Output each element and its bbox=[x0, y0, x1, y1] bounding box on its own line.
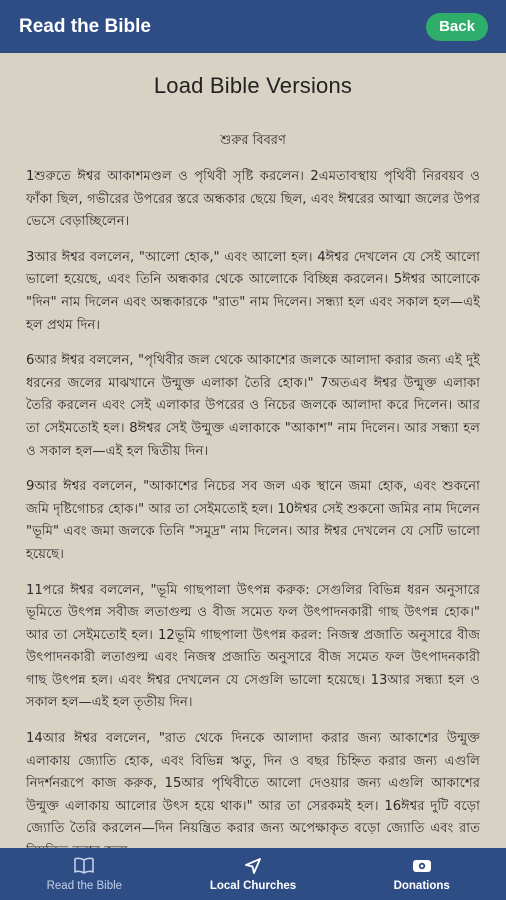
back-button[interactable]: Back bbox=[426, 13, 488, 41]
verse-paragraph: 9আর ঈশ্বর বললেন, "আকাশের নিচের সব জল এক স্থানে জমা হোক, এবং শুকনো জমি দৃষ্টিগোচর হোক।" আর তা সেইমতোই হল। 10ঈশ্বর সেই শুকনো জমির নাম দিলেন "ভূমি" এবং জমা জলকে তিনি "সমুদ্র" নাম দিলেন। আর ঈশ্বর দেখলেন যে সেটি ভালো হয়েছে। bbox=[26, 479, 480, 562]
book-icon bbox=[73, 856, 95, 876]
bottom-navigation bbox=[0, 848, 506, 900]
verse-paragraph: 6আর ঈশ্বর বললেন, "পৃথিবীর জল থেকে আকাশের জলকে আলাদা করার জন্য এই দুই ধরনের জলের মাঝখানে উন্মুক্ত এলাকা তৈরি হোক।" 7অতএব ঈশ্বর উন্মুক্ত এলাকা তৈরি করলেন এবং সেই এলাকার উপরের ও নিচের জলকে আলাদা করে দিলেন। আর তা সেইমতোই হল। 8ঈশ্বর সেই উন্মুক্ত এলাকাকে "আকাশ" নাম দিলেন। আর সন্ধ্যা হল ও সকাল হল—এই হল দ্বিতীয় দিন। bbox=[26, 353, 480, 459]
verse-paragraph: 11পরে ঈশ্বর বললেন, "ভূমি গাছপালা উৎপন্ন করুক: সেগুলির বিভিন্ন ধরন অনুসারে ভূমিতে উৎপন্ন সবীজ লতাগুল্ম ও বীজ সমেত ফল উৎপাদনকারী গাছ উৎপন্ন হোক।" আর তা সেইমতোই হল। 12ভূমি গাছপালা উৎপন্ন করল: নিজস্ব প্রজাতি অনুসারে বীজ উৎপাদনকারী লতাগুল্ম এবং নিজস্ব প্রজাতি অনুসারে বীজ সমেত ফল উৎপাদনকারী গাছ উৎপন্ন হল। এবং ঈশ্বর দেখলেন যে সেগুলি ভালো হয়েছে। 13আর সন্ধ্যা হল ও সকাল হল—এই হল তৃতীয় দিন। bbox=[26, 582, 480, 711]
donate-icon bbox=[411, 856, 433, 876]
verse-paragraph: 3আর ঈশ্বর বললেন, "আলো হোক," এবং আলো হল। 4ঈশ্বর দেখলেন যে সেই আলো ভালো হয়েছে, এবং তিনি অন্ধকার থেকে আলোকে বিচ্ছিন্ন করলেন। 5ঈশ্বর আলোকে "দিন" নাম দিলেন এবং অন্ধকারকে "রাত" নাম দিলেন। সন্ধ্যা হল এবং সকাল হল—এই হল প্রথম দিন। bbox=[26, 249, 480, 333]
bible-content[interactable] bbox=[0, 53, 506, 848]
nav-item-donations[interactable] bbox=[337, 848, 506, 900]
app-title: Read the Bible bbox=[19, 15, 151, 37]
nav-label-donations: Donations bbox=[393, 880, 450, 892]
page-title: Load Bible Versions bbox=[153, 73, 353, 98]
verse-paragraph: 14আর ঈশ্বর বললেন, "রাত থেকে দিনকে আলাদা করার জন্য আকাশের উন্মুক্ত এলাকায় জ্যোতি হোক, এবং বিভিন্ন ঋতু, দিন ও বছর চিহ্নিত করার জন্য এগুলি নিদর্শনরূপে কাজ করুক, 15আর পৃথিবীতে আলো দেওয়ার জন্য এগুলি আকাশের উন্মুক্ত এলাকায় আলোর উৎস হয়ে থাক।" আর তা সেরকমই হল। 16ঈশ্বর দুটি বড়ো জ্যোতি তৈরি করলেন—দিন নিয়ন্ত্রিত করার জন্য অপেক্ষাকৃত বড়ো জ্যোতি এবং রাত bbox=[26, 731, 480, 837]
navigation-arrow-icon bbox=[244, 856, 262, 876]
nav-item-local-churches[interactable] bbox=[169, 848, 338, 900]
app-bar bbox=[0, 0, 506, 53]
nav-label-local-churches: Local Churches bbox=[209, 880, 297, 892]
nav-item-read-the-bible[interactable] bbox=[0, 848, 169, 900]
verse-paragraph: 1শুরুতে ঈশ্বর আকাশমণ্ডল ও পৃথিবী সৃষ্টি করলেন। 2এমতাবস্থায় পৃথিবী নিরবয়ব ও ফাঁকা ছিল, গভীরের উপরের স্তরে অন্ধকার ছেয়ে ছিল, এবং ঈশ্বরের আত্মা জলের উপর ভেসে বেড়াচ্ছিলেন। bbox=[26, 169, 480, 230]
nav-label-read-the-bible: Read the Bible bbox=[46, 880, 123, 892]
chapter-heading: শুরুর বিবরণ bbox=[220, 133, 286, 148]
